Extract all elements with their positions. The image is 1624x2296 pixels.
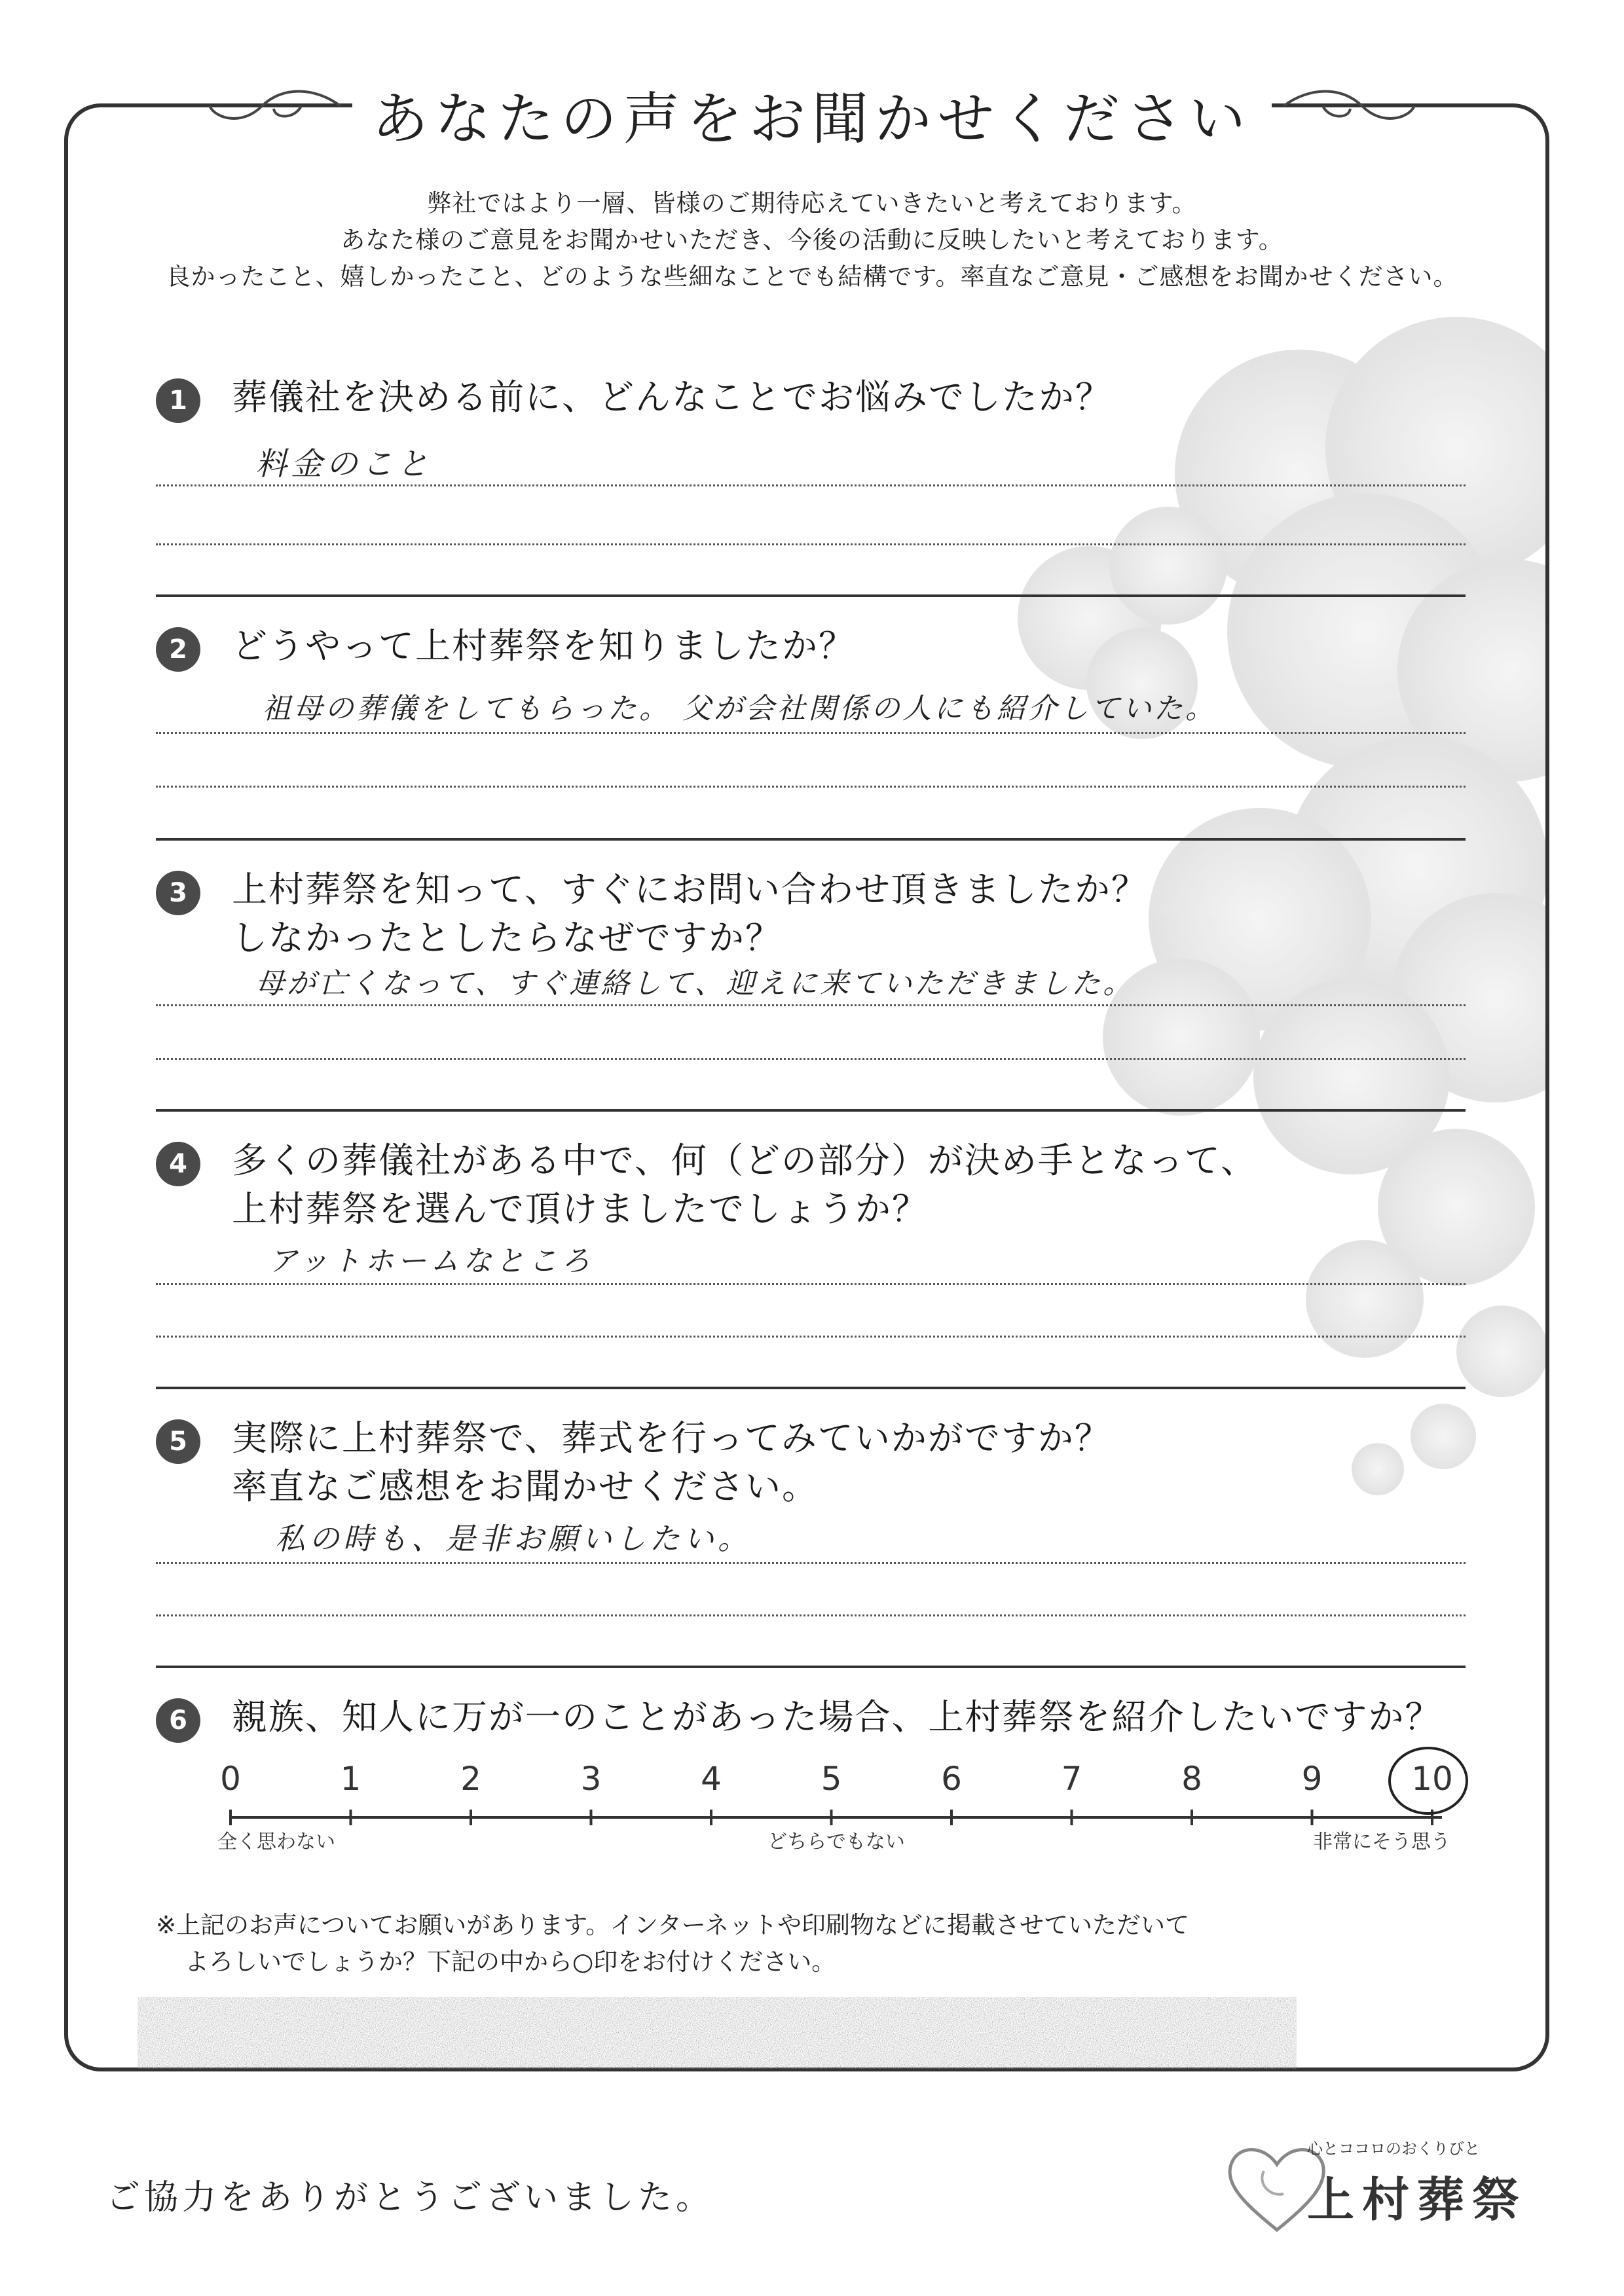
question-text: 葬儀社を決める前に、どんなことでお悩みでしたか？ [232,376,1112,418]
scale-number-8: 8 [1181,1760,1202,1798]
question-text-line-1: 多くの葬儀社がある中で、何（どの部分）が決め手となって、 [232,1140,1257,1181]
section-divider [156,1387,1466,1389]
note-line-1: ※上記のお声についてお願いがあります。インターネットや印刷物などに掲載させていただいて [156,1911,1189,1939]
question-text-line-1: 実際に上村葬祭で、葬式を行ってみていかがですか？ [232,1417,1111,1459]
logo-tagline: 心とココロのおくりびと [1307,2140,1480,2158]
redacted-area [138,1997,1297,2069]
closing-message: ご協力をありがとうございました。 [106,2178,714,2217]
answer-2: 祖母の葬儀をしてもらった。 父が会社関係の人にも紹介していた。 [262,692,1217,725]
answer-line [156,1058,1466,1060]
intro-line-2: あなた様のご意見をお聞かせいただき、今後の活動に反映したいと考えております。 [341,226,1283,254]
question-text: どうやって上村葬祭を知りましたか？ [232,625,855,666]
section-divider [156,1666,1466,1668]
section-divider [156,838,1466,841]
intro-line-1: 弊社ではより一層、皆様のご期待応えていきたいと考えております。 [427,189,1197,217]
scale-number-3: 3 [580,1760,602,1798]
answer-line [156,484,1466,486]
scale-number-4: 4 [701,1760,722,1798]
scale-number-5: 5 [821,1760,842,1798]
question-number-badge: 5 [156,1419,200,1464]
question-text-line-2: しなかったとしたらなぜですか？ [232,917,782,958]
scale-number-0: 0 [220,1760,241,1798]
scale-number-1: 1 [340,1760,361,1798]
answer-line [156,1614,1466,1616]
section-divider [156,594,1466,597]
scale-number-2: 2 [460,1760,481,1798]
question-number-badge: 2 [156,627,200,672]
answer-line [156,1562,1466,1564]
note-line-2: よろしいでしょうか？下記の中から○印をお付けください。 [185,1948,836,1976]
logo-name: 上村葬祭 [1307,2172,1528,2227]
question-text-line-2: 率直なご感想をお聞かせください。 [232,1466,819,1507]
answer-5: 私の時も、是非お願いしたい。 [275,1521,752,1556]
selected-circle-mark [1388,1747,1468,1815]
scale-number-6: 6 [941,1760,962,1798]
answer-1: 料金のこと [255,446,433,483]
question-number-badge: 3 [156,871,200,915]
answer-line [156,732,1466,734]
answer-line [156,786,1466,788]
question-text: 親族、知人に万が一のことがあった場合、上村葬祭を紹介したいですか？ [232,1696,1442,1738]
question-text-line-2: 上村葬祭を選んで頂けましたでしょうか？ [232,1188,929,1230]
scale-number-10: 10 [1411,1760,1453,1798]
answer-line [156,1283,1466,1285]
intro-line-3: 良かったこと、嬉しかったこと、どのような些細なことでも結構です。率直なご意見・ご感想をお聞かせください。 [166,263,1458,291]
question-number-badge: 1 [156,378,200,423]
answer-line [156,543,1466,545]
scale-number-7: 7 [1061,1760,1082,1798]
page-title: あなたの声をお聞かせください [352,73,1272,155]
answer-line [156,1336,1466,1338]
answer-line [156,1004,1466,1006]
question-text-line-1: 上村葬祭を知って、すぐにお問い合わせ頂きましたか？ [232,869,1148,910]
scale-label-middle: どちらでもない [767,1831,905,1853]
title-wrap [0,73,1624,155]
scale-number-9: 9 [1301,1760,1323,1798]
question-number-badge: 6 [156,1698,200,1743]
scale-label-right: 非常にそう思う [1313,1831,1450,1853]
scale-label-left: 全く思わない [217,1831,335,1853]
answer-3: 母が亡くなって、すぐ連絡して、迎えに来ていただきました。 [255,967,1135,1000]
answer-4: アットホームなところ [268,1245,594,1278]
question-number-badge: 4 [156,1142,200,1186]
section-divider [156,1109,1466,1112]
